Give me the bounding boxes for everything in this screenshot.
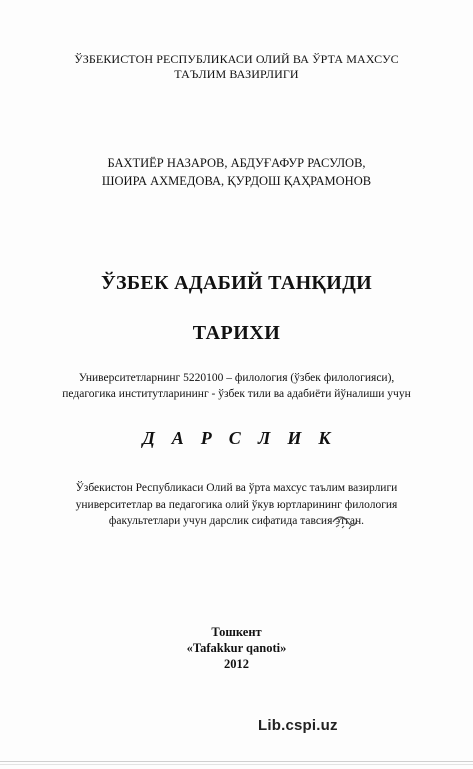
purpose-statement [0, 370, 473, 402]
purpose-line-1: Университетларнинг 5220100 – филология (ўзбек филологияси), [78, 372, 395, 384]
authors-line-1: БАХТИЁР НАЗАРОВ, АБДУҒАФУР РАСУЛОВ, [107, 156, 366, 170]
approval-line-1: Ўзбекистон Республикаси Олий ва ўрта махсус таълим вазирлиги [75, 482, 398, 494]
imprint-publisher: «Tafakkur qanoti» [186, 641, 287, 655]
scan-edge-line [0, 761, 473, 762]
ministry-line-2: ТАЪЛИМ ВАЗИРЛИГИ [174, 67, 299, 81]
approval-line-2: университетлар ва педагогика олий ўкув юртларининг филология [75, 498, 398, 511]
book-subtitle: ТАРИХИ [192, 322, 281, 344]
library-watermark: Lib.cspi.uz [258, 717, 338, 734]
approval-statement [0, 480, 473, 530]
document-type: ДАРСЛИК [142, 428, 348, 448]
ministry-heading [0, 52, 473, 82]
ink-smudge-mark [330, 513, 360, 531]
ministry-line-1: ЎЗБЕКИСТОН РЕСПУБЛИКАСИ ОЛИЙ ВА ЎРТА МАХСУС [74, 52, 399, 66]
approval-line-3: факультетлари учун дарслик сифатида тавсия этган. [108, 515, 365, 527]
authors-block [0, 154, 473, 190]
scan-edge-line-2 [0, 764, 473, 765]
book-title: ЎЗБЕК АДАБИЙ ТАНҚИДИ [101, 272, 372, 294]
imprint-block [0, 624, 473, 672]
imprint-city: Тошкент [211, 625, 262, 639]
purpose-line-2: педагогика институтларининг - ўзбек тили ва адабиёти йўналиши учун [62, 388, 411, 400]
imprint-year: 2012 [224, 657, 249, 671]
authors-line-2: ШОИРА АХМЕДОВА, ҚУРДОШ ҚАҲРАМОНОВ [101, 174, 372, 188]
